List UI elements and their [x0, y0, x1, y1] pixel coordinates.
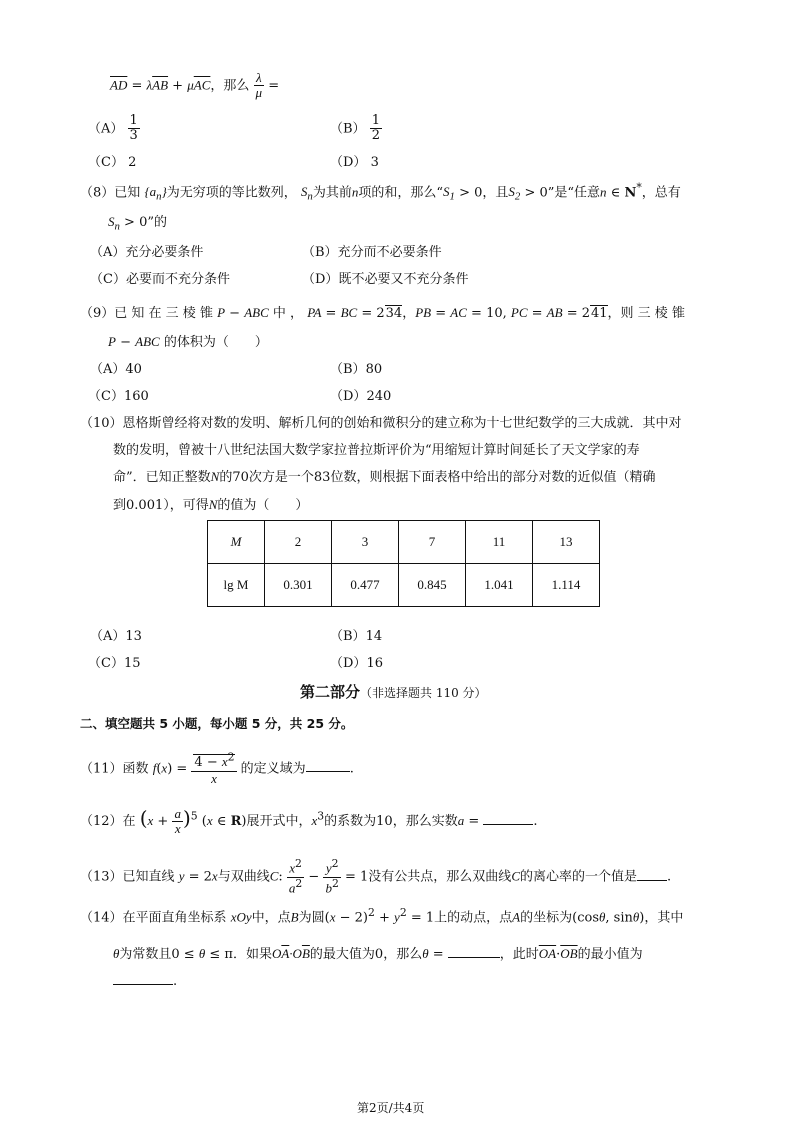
- part2-heading: [300, 681, 487, 702]
- q11: （11）函数 f(x) = $\frac{4 - x^2}{x}$ 的定义域为 .: [80, 751, 354, 786]
- q7-option-d: （D） 3: [330, 155, 379, 170]
- q8-stem-line1: （8）已知 $\{a_n\}$为无穷项的等比数列， $S_n$为其前n项的和，那么“$S_1 > 0$，且$S_2 > 0$”是“任意n ∈ N*，总有: [80, 181, 681, 203]
- table-cell: 0.477: [332, 564, 399, 607]
- q10-stem-line3: 命”．已知正整数N的70次方是一个83位数，则根据下面表格中给出的部分对数的近似值（精确: [113, 469, 656, 485]
- q9-option-a: （A）40: [90, 362, 142, 377]
- q8-stem-line2: $S_n > 0$”的: [108, 214, 168, 233]
- q14-line3: .: [113, 972, 177, 989]
- q8-option-d: （D）既不必要又不充分条件: [302, 272, 469, 287]
- q14-line1: （14）在平面直角坐标系 xOy中，点B为圆$(x - 2)^2 + y^2 = 1$上的动点，点A的坐标为(cosθ, sinθ)，其中: [80, 906, 684, 926]
- table-cell: 7: [399, 521, 466, 564]
- table-cell: M: [208, 521, 265, 564]
- table-cell: 2: [265, 521, 332, 564]
- page-footer: 第2页/共4页: [357, 1101, 425, 1115]
- q7-vector-equation: $\overline{AD} = \lambda\overline{AB} + \mu\overline{AC}$，那么 $\frac{\lambda}{\mu}$ =: [110, 70, 280, 101]
- table-cell: 11: [466, 521, 533, 564]
- table-row: [208, 564, 600, 607]
- q10-option-c: （C）15: [88, 656, 141, 671]
- q12: （12）在 (x + $\frac{a}{x}$ )$^5$ (x ∈ R)展开式中，$x^3$的系数为10，那么实数a = .: [80, 805, 538, 836]
- q7-option-c: （C） 2: [88, 155, 137, 170]
- q10-option-d: （D）16: [330, 656, 383, 671]
- q10-stem-line4: 到0.001），可得N的值为（ ）: [113, 497, 309, 513]
- table-cell: 0.845: [399, 564, 466, 607]
- q9-option-d: （D）240: [330, 389, 392, 404]
- q8-option-b: （B）充分而不必要条件: [302, 245, 442, 260]
- table-cell: lg M: [208, 564, 265, 607]
- q13: （13）已知直线 y = 2x与双曲线C: $\frac{x^2}{a^2}$ − $\frac{y^2}{b^2}$ = 1没有公共点，那么双曲线C的离心率的一个值是 .: [80, 857, 672, 895]
- table-cell: 0.301: [265, 564, 332, 607]
- q10-option-a: （A）13: [90, 629, 142, 644]
- part2-subtitle: （非选择题共 110 分）: [360, 686, 487, 700]
- q7-option-a: （A） $\frac{1}{3}$: [88, 113, 138, 144]
- section-heading: 二、填空题共 5 小题，每小题 5 分，共 25 分。: [80, 716, 354, 731]
- q8-option-a: （A）充分必要条件: [90, 245, 204, 260]
- q10-stem-line2: 数的发明，曾被十八世纪法国大数学家拉普拉斯评价为“用缩短计算时间延长了天文学家的寿: [113, 443, 640, 458]
- q10-stem-line1: （10）恩格斯曾经将对数的发明、解析几何的创始和微积分的建立称为十七世纪数学的三大成就．其中对: [80, 416, 682, 431]
- q8-option-c: （C）必要而不充分条件: [90, 272, 230, 287]
- table-cell: 1.041: [466, 564, 533, 607]
- q9-stem-line1: （9）已 知 在 三 棱 锥 P − ABC 中 ， PA = BC = 234，PB = AC = 10, PC = AB = 241，则 三 棱 锥: [80, 305, 685, 321]
- q10-option-b: （B）14: [330, 629, 383, 644]
- q14-line2: θ为常数且0 ≤ θ ≤ π．如果$O\overline{A}\cdot O\overline{B}$的最大值为0，那么θ = ，此时$\overline{OA}\cdot\overline{OB}$的最小值为: [113, 946, 643, 962]
- q9-stem-line2: P − ABC 的体积为（ ）: [108, 334, 268, 350]
- q9-option-b: （B）80: [330, 362, 383, 377]
- table-cell: 13: [533, 521, 600, 564]
- table-cell: 3: [332, 521, 399, 564]
- log-table: [207, 520, 600, 607]
- q9-option-c: （C）160: [88, 389, 149, 404]
- part2-title: 第二部分: [300, 683, 361, 701]
- table-row: [208, 521, 600, 564]
- table-cell: 1.114: [533, 564, 600, 607]
- q7-option-b: （B） $\frac{1}{2}$: [330, 113, 380, 144]
